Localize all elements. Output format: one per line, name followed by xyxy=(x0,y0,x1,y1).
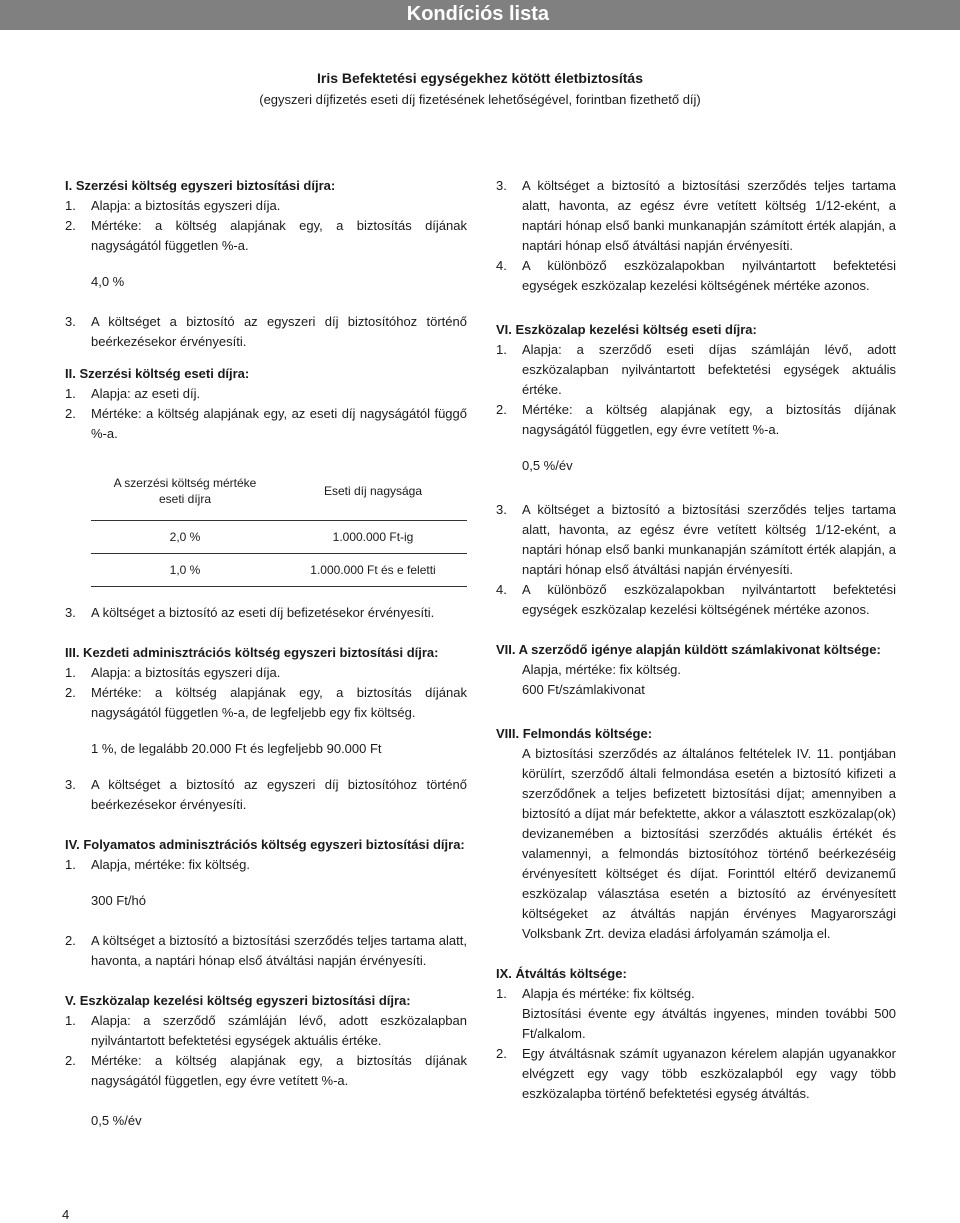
section-5 xyxy=(65,991,467,1131)
section-7 xyxy=(496,640,896,700)
section-heading: III. Kezdeti adminisztrációs költség egyszeri biztosítási díjra: xyxy=(65,645,439,660)
section-1 xyxy=(65,176,467,352)
list-item: 1. Alapja, mértéke: fix költség. xyxy=(65,857,250,872)
header-bar xyxy=(0,0,960,30)
list-item: 2. Mértéke: a költség alapjának egy, a biztosítás díjának nagyságától független %-a, de legfeljebb egy fix költség. xyxy=(65,685,467,720)
fee-value: 4,0 % xyxy=(91,274,125,289)
list-item: 3. A költséget a biztosító az egyszeri díj biztosítóhoz történő beérkezésekor érvényesíti. xyxy=(65,777,467,812)
list-item: 1. Alapja: a biztosítás egyszeri díja. xyxy=(65,198,281,213)
section-heading: IX. Átváltás költsége: xyxy=(496,966,627,981)
header-title: Kondíciós lista xyxy=(406,3,549,25)
list-item: 3. A költséget a biztosító a biztosítási szerződés teljes tartama alatt, havonta, az egész évre vetített költség 1/12-eként, a naptári hónap első banki munkanapján számított érték alapján, a naptári hónap első átváltási napján érvényesíti. xyxy=(496,502,896,577)
list-item: 1. Alapja és mértéke: fix költség. xyxy=(496,986,695,1001)
section-heading: VII. A szerződő igénye alapján küldött számlakivonat költsége: xyxy=(496,642,881,657)
table-cell: 1,0 % xyxy=(91,554,279,587)
section-8 xyxy=(496,724,896,944)
list-item: 1. Alapja: az eseti díj. xyxy=(65,386,201,401)
section-3 xyxy=(65,643,467,815)
section-heading: VI. Eszközalap kezelési költség eseti díjra: xyxy=(496,322,757,337)
fee-value: 0,5 %/év xyxy=(91,1113,142,1128)
right-column xyxy=(496,176,896,1104)
fee-value: 600 Ft/számlakivonat xyxy=(522,682,645,697)
page-number: 4 xyxy=(62,1207,70,1222)
section-text: Biztosítási évente egy átváltás ingyenes, minden további 500 Ft/alkalom. xyxy=(522,1006,896,1041)
section-6 xyxy=(496,320,896,620)
section-9 xyxy=(496,964,896,1104)
list-item: 2. Mértéke: a költség alapjának egy, az eseti díj nagyságától függő %-a. xyxy=(65,406,467,441)
list-item: 3. A költséget a biztosító az egyszeri díj biztosítóhoz történő beérkezésekor érvényesíti. xyxy=(65,314,467,349)
list-item: 1. Alapja: a szerződő számláján lévő, adott eszközalapban nyilvántartott befektetési egységek aktuális értéke. xyxy=(65,1013,467,1048)
document-subtitle: (egyszeri díjfizetés eseti díj fizetésének lehetőségével, forintban fizethető díj) xyxy=(259,92,701,107)
table-header-row xyxy=(91,462,467,521)
fee-value: 0,5 %/év xyxy=(522,458,573,473)
section-heading: I. Szerzési költség egyszeri biztosítási díjra: xyxy=(65,178,336,193)
list-item: 3. A költséget a biztosító a biztosítási szerződés teljes tartama alatt, havonta, az egész évre vetített költség 1/12-eként, a naptári hónap első banki munkanapján számított érték alapján, a naptári hónap első átváltási napján érvényesíti. xyxy=(496,178,896,253)
table-row xyxy=(91,521,467,554)
list-item: 1. Alapja: a szerződő eseti díjas számláján lévő, adott eszközalapban nyilvántartott befektetési egységek aktuális értéke. xyxy=(496,342,896,397)
document-title: Iris Befektetési egységekhez kötött életbiztosítás xyxy=(317,70,643,86)
section-text: A biztosítási szerződés az általános feltételek IV. 11. pontjában körülírt, szerződő általi felmondása esetén a biztosító kifizeti a szerződőnek a teljes befizetett biztosítási díjat; amennyiben a biztosító a díjat már befektette, akkor a választott eszközalap(ok) devizanemében a biztosítási szerződés aktuális értékét és valamennyi, a felmondás biztosítóhoz történő beérkezéséig érvényesített költséget és díjat. Forinttól eltérő devizanemű eszközalap választása esetén a biztosító az érvényesített költségeket az átváltás napján érvényes Magyarországi Volksbank Zrt. deviza eladási árfolyamán számolja el. xyxy=(522,746,896,941)
list-item: 2. Mértéke: a költség alapjának egy, a biztosítás díjának nagyságától független %-a. xyxy=(65,218,467,253)
table-cell: 1.000.000 Ft-ig xyxy=(279,521,467,554)
fee-value: 300 Ft/hó xyxy=(91,893,146,908)
section-4 xyxy=(65,835,467,971)
fee-value: 1 %, de legalább 20.000 Ft és legfeljebb 90.000 Ft xyxy=(91,741,382,756)
list-item: 2. A költséget a biztosító a biztosítási szerződés teljes tartama alatt, havonta, a naptári hónap első átváltási napján érvényesíti. xyxy=(65,933,467,968)
left-column xyxy=(65,176,467,1131)
section-heading: II. Szerzési költség eseti díjra: xyxy=(65,366,250,381)
section-2 xyxy=(65,364,467,623)
section-heading: V. Eszközalap kezelési költség egyszeri biztosítási díjra: xyxy=(65,993,411,1008)
table-header-cell: A szerzési költség mértéke eseti díjra xyxy=(91,462,279,521)
list-item: 2. Mértéke: a költség alapjának egy, a biztosítás díjának nagyságától független, egy évre vetített %-a. xyxy=(496,402,896,437)
fee-table xyxy=(91,462,467,587)
list-item: 2. Mértéke: a költség alapjának egy, a biztosítás díjának nagyságától független, egy évre vetített %-a. xyxy=(65,1053,467,1088)
table-cell: 1.000.000 Ft és e feletti xyxy=(279,554,467,587)
list-item: 4. A különböző eszközalapokban nyilvántartott befektetési egységek eszközalap kezelési költségének mértéke azonos. xyxy=(496,258,896,293)
section-5-continued xyxy=(496,176,896,296)
list-item: 3. A költséget a biztosító az eseti díj befizetésekor érvényesíti. xyxy=(65,605,435,620)
list-item: 4. A különböző eszközalapokban nyilvántartott befektetési egységek eszközalap kezelési költségének mértéke azonos. xyxy=(496,582,896,617)
section-heading: VIII. Felmondás költsége: xyxy=(496,726,653,741)
table-header-cell: Eseti díj nagysága xyxy=(279,462,467,521)
table-cell: 2,0 % xyxy=(91,521,279,554)
section-text: Alapja, mértéke: fix költség. xyxy=(522,662,681,677)
table-row xyxy=(91,554,467,587)
section-heading: IV. Folyamatos adminisztrációs költség egyszeri biztosítási díjra: xyxy=(65,837,465,852)
list-item: 2. Egy átváltásnak számít ugyanazon kérelem alapján ugyanakkor elvégzett egy vagy több eszközalapból egy vagy több eszközalapba történő befektetési egység átváltás. xyxy=(496,1046,896,1101)
list-item: 1. Alapja: a biztosítás egyszeri díja. xyxy=(65,665,281,680)
